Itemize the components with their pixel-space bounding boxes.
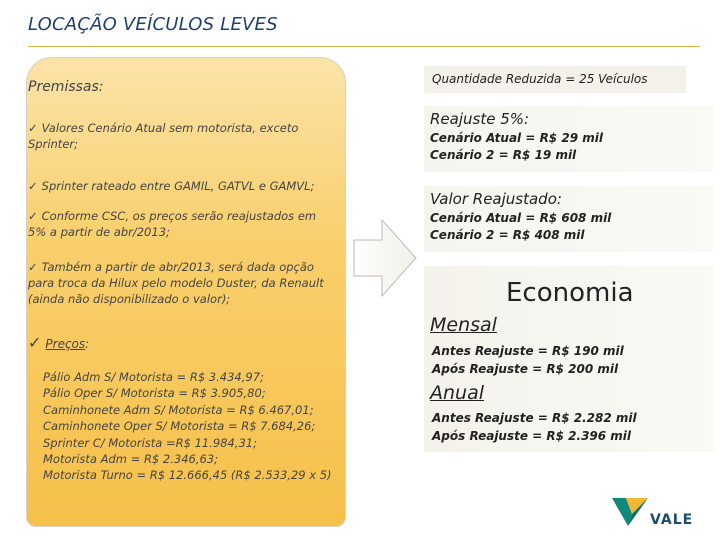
mensal-heading: Mensal xyxy=(430,314,497,336)
price-item: Motorista Adm = R$ 2.346,63; xyxy=(43,452,218,467)
price-list xyxy=(43,369,343,484)
title-divider xyxy=(28,46,700,47)
reajuste-block xyxy=(424,106,714,172)
price-item: Caminhonete Oper S/ Motorista = R$ 7.684,26; xyxy=(43,419,316,434)
mensal-line: Antes Reajuste = R$ 190 mil xyxy=(432,344,624,358)
reajuste-line: Cenário 2 = R$ 19 mil xyxy=(430,148,577,162)
premissas-title: Premissas: xyxy=(28,79,104,95)
checkmark-icon: ✓ xyxy=(28,209,38,223)
mensal-line: Após Reajuste = R$ 200 mil xyxy=(432,362,619,376)
vale-logo-icon xyxy=(610,496,650,530)
precos-heading: ✓ Preços: xyxy=(28,333,90,352)
price-item: Motorista Turno = R$ 12.666,45 (R$ 2.533,29 x 5) xyxy=(43,468,332,483)
page-title: LOCAÇÃO VEÍCULOS LEVES xyxy=(28,14,278,35)
price-item: Pálio Oper S/ Motorista = R$ 3.905,80; xyxy=(43,386,266,401)
arrow-right-icon xyxy=(352,218,418,298)
checkmark-icon: ✓ xyxy=(28,121,38,135)
anual-line: Antes Reajuste = R$ 2.282 mil xyxy=(432,411,637,425)
reajuste-heading: Reajuste 5%: xyxy=(430,110,530,128)
anual-heading: Anual xyxy=(430,382,485,404)
checkmark-icon: ✓ xyxy=(28,179,38,193)
checkmark-icon: ✓ xyxy=(28,333,42,352)
premissa-bullet: ✓ Valores Cenário Atual sem motorista, exceto Sprinter; xyxy=(28,121,299,151)
premissa-bullet: ✓ Também a partir de abr/2013, será dada opção para troca da Hilux pelo modelo Duster, da Renault (ainda não disponibilizado o valor); xyxy=(28,260,324,306)
economia-title: Economia xyxy=(506,278,634,308)
valor-heading: Valor Reajustado: xyxy=(430,190,562,208)
price-item: Sprinter C/ Motorista =R$ 11.984,31; xyxy=(43,435,257,450)
quantidade-box: Quantidade Reduzida = 25 Veículos xyxy=(424,66,686,93)
premissa-bullet: ✓ Sprinter rateado entre GAMIL, GATVL e GAMVL; xyxy=(28,179,315,193)
checkmark-icon: ✓ xyxy=(28,260,38,274)
premissa-bullet: ✓ Conforme CSC, os preços serão reajustados em 5% a partir de abr/2013; xyxy=(28,209,317,239)
reajuste-line: Cenário Atual = R$ 29 mil xyxy=(430,131,603,145)
valor-block xyxy=(424,186,714,252)
anual-line: Após Reajuste = R$ 2.396 mil xyxy=(432,429,632,443)
price-item: Caminhonete Adm S/ Motorista = R$ 6.467,01; xyxy=(43,402,314,417)
price-item: Pálio Adm S/ Motorista = R$ 3.434,97; xyxy=(43,370,264,384)
valor-line: Cenário 2 = R$ 408 mil xyxy=(430,228,585,242)
vale-logo-text: VALE xyxy=(650,512,694,528)
valor-line: Cenário Atual = R$ 608 mil xyxy=(430,211,612,225)
